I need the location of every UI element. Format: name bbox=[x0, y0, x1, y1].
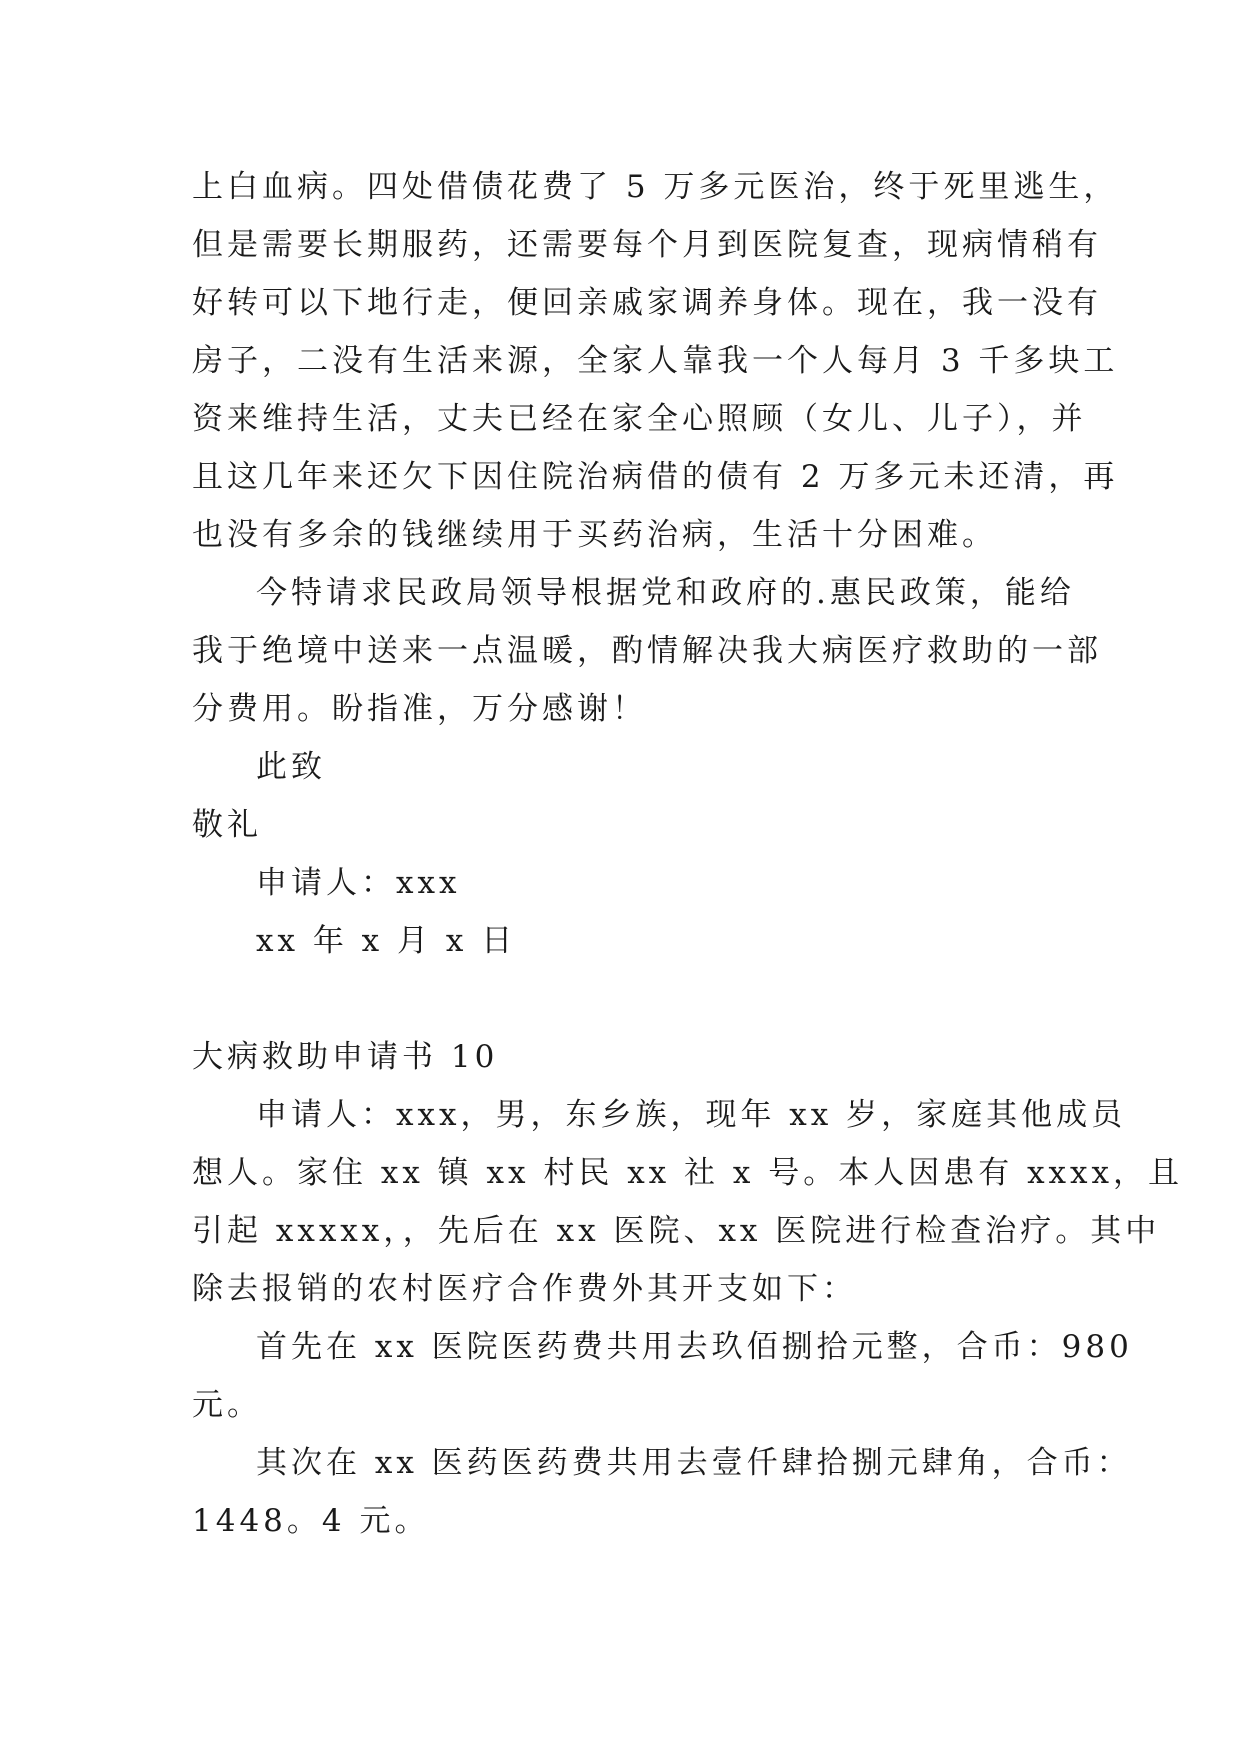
text-line: 今特请求民政局领导根据党和政府的.惠民政策，能给 bbox=[256, 575, 1075, 611]
document-page bbox=[192, 158, 1183, 1550]
date-line: xx 年 x 月 x 日 bbox=[256, 923, 517, 959]
text-line: 且这几年来还欠下因住院治病借的债有 2 万多元未还清，再 bbox=[192, 459, 1119, 495]
paragraph-hardship bbox=[192, 158, 1119, 564]
text-line: 房子，二没有生活来源，全家人靠我一个人每月 3 千多块工 bbox=[192, 343, 1119, 379]
text-line: 申请人：xxx，男，东乡族，现年 xx 岁，家庭其他成员 bbox=[256, 1097, 1127, 1133]
paragraph-applicant-info bbox=[192, 1086, 1183, 1318]
salute: 敬礼 bbox=[192, 807, 262, 843]
text-line: 好转可以下地行走，便回亲戚家调养身体。现在，我一没有 bbox=[192, 285, 1102, 321]
text-line: 想人。家住 xx 镇 xx 村民 xx 社 x 号。本人因患有 xxxx，且 bbox=[192, 1155, 1183, 1191]
text-line: 上白血病。四处借债花费了 5 万多元医治，终于死里逃生， bbox=[192, 169, 1119, 205]
paragraph-request bbox=[192, 564, 1102, 738]
section-spacer bbox=[192, 970, 1062, 1028]
text-line: 1448。4 元。 bbox=[192, 1503, 430, 1539]
text-line: 但是需要长期服药，还需要每个月到医院复查，现病情稍有 bbox=[192, 227, 1102, 263]
section-title: 大病救助申请书 10 bbox=[192, 1039, 499, 1075]
text-line: 我于绝境中送来一点温暖，酌情解决我大病医疗救助的一部 bbox=[192, 633, 1102, 669]
text-line: 资来维持生活，丈夫已经在家全心照顾（女儿、儿子），并 bbox=[192, 401, 1087, 437]
paragraph-expense-2 bbox=[192, 1434, 1132, 1550]
applicant-signature: 申请人：xxx bbox=[256, 865, 461, 901]
paragraph-expense-1 bbox=[192, 1318, 1133, 1434]
text-line: 其次在 xx 医药医药费共用去壹仟肆拾捌元肆角，合币： bbox=[256, 1445, 1132, 1481]
text-line: 也没有多余的钱继续用于买药治病，生活十分困难。 bbox=[192, 517, 997, 553]
text-line: 引起 xxxxx，，先后在 xx 医院、xx 医院进行检查治疗。其中 bbox=[192, 1213, 1161, 1249]
text-line: 元。 bbox=[192, 1387, 262, 1423]
text-line: 除去报销的农村医疗合作费外其开支如下： bbox=[192, 1271, 857, 1307]
text-line: 分费用。盼指准，万分感谢！ bbox=[192, 691, 647, 727]
closing: 此致 bbox=[256, 749, 326, 785]
text-line: 首先在 xx 医院医药费共用去玖佰捌拾元整，合币：980 bbox=[256, 1329, 1133, 1365]
